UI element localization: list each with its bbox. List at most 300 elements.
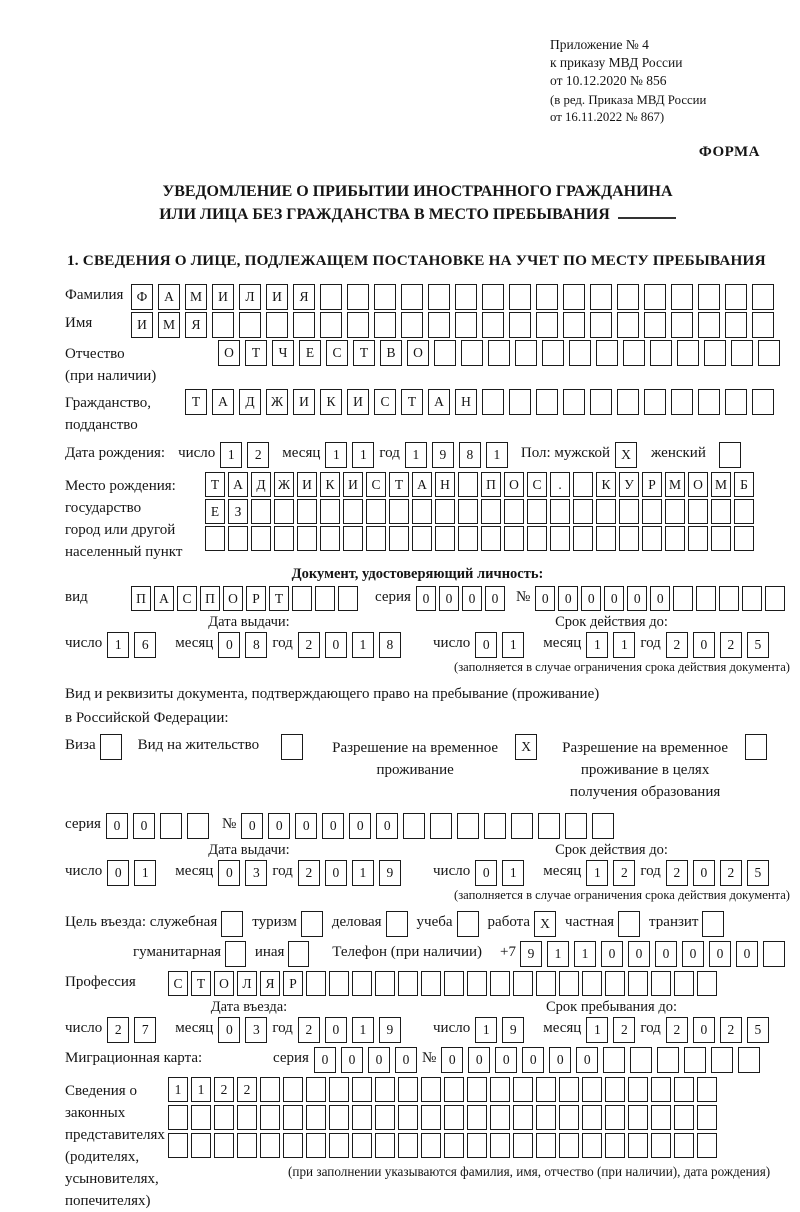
purpose-private-checkbox[interactable] [618,911,640,937]
char-cell[interactable] [168,1133,188,1158]
char-cell[interactable] [490,1105,510,1130]
char-cell[interactable] [619,499,639,524]
char-cell[interactable] [366,526,386,551]
char-cell[interactable] [375,1105,395,1130]
sex-male-checkbox[interactable]: X [615,442,637,468]
char-cell[interactable] [266,312,288,338]
char-cell[interactable]: 0 [325,860,347,886]
char-cell[interactable] [644,312,666,338]
char-cell[interactable]: А [158,284,180,310]
char-cell[interactable] [251,526,271,551]
char-cell[interactable]: 9 [379,1017,401,1043]
char-cell[interactable]: К [320,389,342,415]
char-cell[interactable] [644,284,666,310]
char-cell[interactable] [617,312,639,338]
char-cell[interactable]: Т [245,340,267,366]
char-cell[interactable] [403,813,425,839]
char-cell[interactable]: 9 [379,860,401,886]
char-cell[interactable]: 0 [133,813,155,839]
char-cell[interactable] [765,586,785,611]
char-cell[interactable] [504,499,524,524]
char-cell[interactable]: Л [237,971,257,996]
purpose-other-checkbox[interactable] [288,941,309,967]
char-cell[interactable] [421,1133,441,1158]
char-cell[interactable] [563,284,585,310]
char-cell[interactable] [559,1133,579,1158]
char-cell[interactable] [389,526,409,551]
char-cell[interactable] [536,1133,556,1158]
char-cell[interactable] [374,312,396,338]
char-cell[interactable]: 2 [720,632,742,658]
char-cell[interactable] [329,1133,349,1158]
char-cell[interactable]: 1 [352,632,374,658]
char-cell[interactable] [644,389,666,415]
char-cell[interactable]: А [154,586,174,611]
char-cell[interactable] [527,499,547,524]
char-cell[interactable]: 5 [747,860,769,886]
char-cell[interactable]: Д [239,389,261,415]
char-cell[interactable] [673,586,693,611]
char-cell[interactable]: О [688,472,708,497]
char-cell[interactable]: 0 [295,813,317,839]
char-cell[interactable] [596,340,618,366]
char-cell[interactable]: А [212,389,234,415]
char-cell[interactable] [711,499,731,524]
char-cell[interactable] [569,340,591,366]
char-cell[interactable] [458,472,478,497]
char-cell[interactable] [734,499,754,524]
char-cell[interactable] [711,1047,733,1073]
char-cell[interactable] [550,499,570,524]
char-cell[interactable] [352,971,372,996]
char-cell[interactable]: И [131,312,153,338]
char-cell[interactable] [651,1077,671,1102]
char-cell[interactable] [292,586,312,611]
char-cell[interactable]: Р [283,971,303,996]
char-cell[interactable]: Ж [274,472,294,497]
char-cell[interactable]: 1 [586,860,608,886]
char-cell[interactable] [617,389,639,415]
char-cell[interactable] [671,312,693,338]
char-cell[interactable] [320,526,340,551]
char-cell[interactable] [617,284,639,310]
char-cell[interactable] [239,312,261,338]
char-cell[interactable] [461,340,483,366]
char-cell[interactable]: 1 [325,442,347,468]
char-cell[interactable] [538,813,560,839]
char-cell[interactable]: Ч [272,340,294,366]
char-cell[interactable]: 1 [547,941,569,967]
purpose-work-checkbox[interactable]: X [534,911,556,937]
char-cell[interactable] [428,284,450,310]
char-cell[interactable] [513,971,533,996]
char-cell[interactable] [444,1133,464,1158]
char-cell[interactable]: 0 [395,1047,417,1073]
char-cell[interactable] [343,499,363,524]
sex-female-checkbox[interactable] [719,442,741,468]
char-cell[interactable] [582,971,602,996]
char-cell[interactable]: 0 [376,813,398,839]
char-cell[interactable] [421,1105,441,1130]
char-cell[interactable]: 0 [349,813,371,839]
char-cell[interactable]: 0 [628,941,650,967]
char-cell[interactable]: 5 [747,632,769,658]
char-cell[interactable]: 1 [586,632,608,658]
char-cell[interactable] [605,1077,625,1102]
char-cell[interactable]: Е [205,499,225,524]
char-cell[interactable]: И [343,472,363,497]
temp-residence-edu-checkbox[interactable] [745,734,767,760]
char-cell[interactable] [725,312,747,338]
char-cell[interactable]: С [527,472,547,497]
char-cell[interactable]: 2 [247,442,269,468]
char-cell[interactable] [458,526,478,551]
char-cell[interactable] [605,971,625,996]
char-cell[interactable] [665,526,685,551]
char-cell[interactable] [688,526,708,551]
char-cell[interactable] [455,284,477,310]
char-cell[interactable] [274,499,294,524]
char-cell[interactable]: 1 [352,442,374,468]
char-cell[interactable]: Н [435,472,455,497]
char-cell[interactable] [444,1105,464,1130]
char-cell[interactable]: О [214,971,234,996]
char-cell[interactable]: М [711,472,731,497]
char-cell[interactable] [352,1133,372,1158]
char-cell[interactable] [297,499,317,524]
char-cell[interactable]: 1 [586,1017,608,1043]
char-cell[interactable]: 3 [245,1017,267,1043]
char-cell[interactable]: 9 [432,442,454,468]
char-cell[interactable] [482,389,504,415]
char-cell[interactable] [596,499,616,524]
char-cell[interactable] [563,312,585,338]
char-cell[interactable] [401,284,423,310]
char-cell[interactable]: А [428,389,450,415]
char-cell[interactable] [573,472,593,497]
char-cell[interactable] [467,971,487,996]
char-cell[interactable] [283,1077,303,1102]
char-cell[interactable] [430,813,452,839]
char-cell[interactable] [482,312,504,338]
char-cell[interactable] [435,526,455,551]
temp-residence-checkbox[interactable]: X [515,734,537,760]
char-cell[interactable] [484,813,506,839]
char-cell[interactable] [698,389,720,415]
char-cell[interactable]: С [366,472,386,497]
char-cell[interactable] [725,389,747,415]
char-cell[interactable] [306,1105,326,1130]
char-cell[interactable] [605,1105,625,1130]
char-cell[interactable] [642,526,662,551]
purpose-business-checkbox[interactable] [386,911,408,937]
residence-permit-checkbox[interactable] [281,734,303,760]
char-cell[interactable] [697,1133,717,1158]
char-cell[interactable]: 1 [168,1077,188,1102]
char-cell[interactable]: Я [185,312,207,338]
char-cell[interactable]: Б [734,472,754,497]
char-cell[interactable] [725,284,747,310]
char-cell[interactable]: Т [269,586,289,611]
char-cell[interactable]: 0 [736,941,758,967]
char-cell[interactable] [563,389,585,415]
char-cell[interactable] [352,1105,372,1130]
purpose-tourism-checkbox[interactable] [301,911,323,937]
char-cell[interactable]: П [200,586,220,611]
char-cell[interactable]: 3 [245,860,267,886]
char-cell[interactable]: 2 [298,860,320,886]
char-cell[interactable] [228,526,248,551]
char-cell[interactable]: 0 [535,586,555,611]
char-cell[interactable]: Р [642,472,662,497]
char-cell[interactable] [509,284,531,310]
char-cell[interactable]: 5 [747,1017,769,1043]
char-cell[interactable]: О [504,472,524,497]
char-cell[interactable]: 0 [693,860,715,886]
char-cell[interactable]: 0 [655,941,677,967]
char-cell[interactable] [320,499,340,524]
char-cell[interactable]: 1 [107,632,129,658]
char-cell[interactable] [467,1133,487,1158]
char-cell[interactable] [375,1077,395,1102]
char-cell[interactable]: 6 [134,632,156,658]
char-cell[interactable] [758,340,780,366]
char-cell[interactable]: К [320,472,340,497]
char-cell[interactable]: О [223,586,243,611]
char-cell[interactable]: 0 [462,586,482,611]
char-cell[interactable] [293,312,315,338]
char-cell[interactable]: 0 [558,586,578,611]
char-cell[interactable]: 0 [709,941,731,967]
char-cell[interactable]: 0 [475,860,497,886]
char-cell[interactable] [697,1077,717,1102]
char-cell[interactable] [260,1105,280,1130]
char-cell[interactable] [490,1077,510,1102]
char-cell[interactable] [343,526,363,551]
char-cell[interactable] [306,1077,326,1102]
char-cell[interactable]: 1 [486,442,508,468]
char-cell[interactable]: 1 [352,1017,374,1043]
char-cell[interactable]: 0 [325,632,347,658]
char-cell[interactable] [375,971,395,996]
char-cell[interactable] [711,526,731,551]
char-cell[interactable] [742,586,762,611]
char-cell[interactable]: 0 [325,1017,347,1043]
char-cell[interactable] [481,526,501,551]
char-cell[interactable] [542,340,564,366]
char-cell[interactable] [630,1047,652,1073]
char-cell[interactable] [444,1077,464,1102]
char-cell[interactable] [398,1105,418,1130]
char-cell[interactable]: 0 [107,860,129,886]
char-cell[interactable] [515,340,537,366]
char-cell[interactable] [536,1077,556,1102]
char-cell[interactable] [628,1133,648,1158]
char-cell[interactable]: П [481,472,501,497]
char-cell[interactable] [191,1105,211,1130]
purpose-transit-checkbox[interactable] [702,911,724,937]
char-cell[interactable]: И [347,389,369,415]
char-cell[interactable] [559,1105,579,1130]
char-cell[interactable] [283,1105,303,1130]
char-cell[interactable]: 8 [459,442,481,468]
char-cell[interactable]: Ж [266,389,288,415]
char-cell[interactable] [619,526,639,551]
char-cell[interactable] [444,971,464,996]
char-cell[interactable] [398,1077,418,1102]
char-cell[interactable] [490,971,510,996]
char-cell[interactable] [704,340,726,366]
char-cell[interactable]: 0 [218,632,240,658]
char-cell[interactable]: 0 [314,1047,336,1073]
char-cell[interactable]: 0 [601,941,623,967]
char-cell[interactable] [329,1105,349,1130]
char-cell[interactable] [306,971,326,996]
char-cell[interactable] [214,1133,234,1158]
char-cell[interactable]: 0 [522,1047,544,1073]
char-cell[interactable] [582,1105,602,1130]
char-cell[interactable]: 0 [416,586,436,611]
char-cell[interactable]: В [380,340,402,366]
char-cell[interactable]: 0 [368,1047,390,1073]
char-cell[interactable]: 0 [693,632,715,658]
char-cell[interactable]: М [665,472,685,497]
char-cell[interactable] [329,1077,349,1102]
char-cell[interactable]: 2 [720,860,742,886]
char-cell[interactable] [582,1077,602,1102]
char-cell[interactable] [366,499,386,524]
char-cell[interactable]: 0 [439,586,459,611]
char-cell[interactable] [550,526,570,551]
char-cell[interactable]: М [185,284,207,310]
char-cell[interactable] [582,1133,602,1158]
char-cell[interactable] [573,499,593,524]
char-cell[interactable]: 0 [650,586,670,611]
char-cell[interactable] [168,1105,188,1130]
char-cell[interactable] [509,389,531,415]
char-cell[interactable]: М [158,312,180,338]
char-cell[interactable] [260,1133,280,1158]
char-cell[interactable] [674,1077,694,1102]
char-cell[interactable] [763,941,785,967]
char-cell[interactable]: Я [260,971,280,996]
char-cell[interactable]: 1 [475,1017,497,1043]
char-cell[interactable]: Т [185,389,207,415]
char-cell[interactable] [734,526,754,551]
char-cell[interactable] [338,586,358,611]
char-cell[interactable] [401,312,423,338]
char-cell[interactable]: 1 [405,442,427,468]
char-cell[interactable]: О [407,340,429,366]
char-cell[interactable]: К [596,472,616,497]
purpose-official-checkbox[interactable] [221,911,243,937]
char-cell[interactable]: 0 [218,860,240,886]
char-cell[interactable] [651,971,671,996]
char-cell[interactable]: 8 [379,632,401,658]
char-cell[interactable]: 0 [549,1047,571,1073]
char-cell[interactable]: 0 [495,1047,517,1073]
char-cell[interactable] [212,312,234,338]
char-cell[interactable] [596,526,616,551]
char-cell[interactable] [696,586,716,611]
char-cell[interactable] [603,1047,625,1073]
char-cell[interactable] [628,1077,648,1102]
char-cell[interactable]: 0 [475,632,497,658]
char-cell[interactable] [251,499,271,524]
char-cell[interactable]: . [550,472,570,497]
char-cell[interactable] [260,1077,280,1102]
char-cell[interactable]: 0 [604,586,624,611]
char-cell[interactable]: 2 [298,1017,320,1043]
char-cell[interactable] [674,1133,694,1158]
char-cell[interactable] [671,284,693,310]
char-cell[interactable] [559,971,579,996]
char-cell[interactable] [398,971,418,996]
char-cell[interactable]: И [212,284,234,310]
char-cell[interactable]: Т [401,389,423,415]
char-cell[interactable]: 1 [613,632,635,658]
char-cell[interactable] [698,312,720,338]
char-cell[interactable] [488,340,510,366]
char-cell[interactable] [536,1105,556,1130]
char-cell[interactable] [389,499,409,524]
char-cell[interactable]: 2 [613,1017,635,1043]
char-cell[interactable]: 1 [220,442,242,468]
char-cell[interactable]: 1 [191,1077,211,1102]
char-cell[interactable] [738,1047,760,1073]
char-cell[interactable] [320,284,342,310]
char-cell[interactable]: 0 [322,813,344,839]
char-cell[interactable] [590,312,612,338]
char-cell[interactable] [671,389,693,415]
char-cell[interactable] [674,971,694,996]
char-cell[interactable] [347,284,369,310]
char-cell[interactable]: А [228,472,248,497]
char-cell[interactable] [205,526,225,551]
char-cell[interactable] [513,1105,533,1130]
char-cell[interactable] [329,971,349,996]
char-cell[interactable]: Т [389,472,409,497]
char-cell[interactable] [752,284,774,310]
char-cell[interactable] [274,526,294,551]
char-cell[interactable]: 2 [298,632,320,658]
char-cell[interactable] [511,813,533,839]
char-cell[interactable] [352,1077,372,1102]
char-cell[interactable]: 0 [576,1047,598,1073]
char-cell[interactable]: Л [239,284,261,310]
char-cell[interactable] [536,312,558,338]
char-cell[interactable] [214,1105,234,1130]
char-cell[interactable] [536,971,556,996]
char-cell[interactable] [435,499,455,524]
char-cell[interactable] [698,284,720,310]
char-cell[interactable] [306,1133,326,1158]
char-cell[interactable]: 2 [666,1017,688,1043]
char-cell[interactable] [457,813,479,839]
char-cell[interactable] [283,1133,303,1158]
char-cell[interactable] [752,389,774,415]
char-cell[interactable]: 2 [107,1017,129,1043]
char-cell[interactable]: 2 [214,1077,234,1102]
char-cell[interactable] [509,312,531,338]
char-cell[interactable] [421,971,441,996]
char-cell[interactable] [590,389,612,415]
char-cell[interactable]: С [374,389,396,415]
char-cell[interactable]: 2 [666,632,688,658]
char-cell[interactable] [434,340,456,366]
char-cell[interactable] [605,1133,625,1158]
char-cell[interactable]: Н [455,389,477,415]
